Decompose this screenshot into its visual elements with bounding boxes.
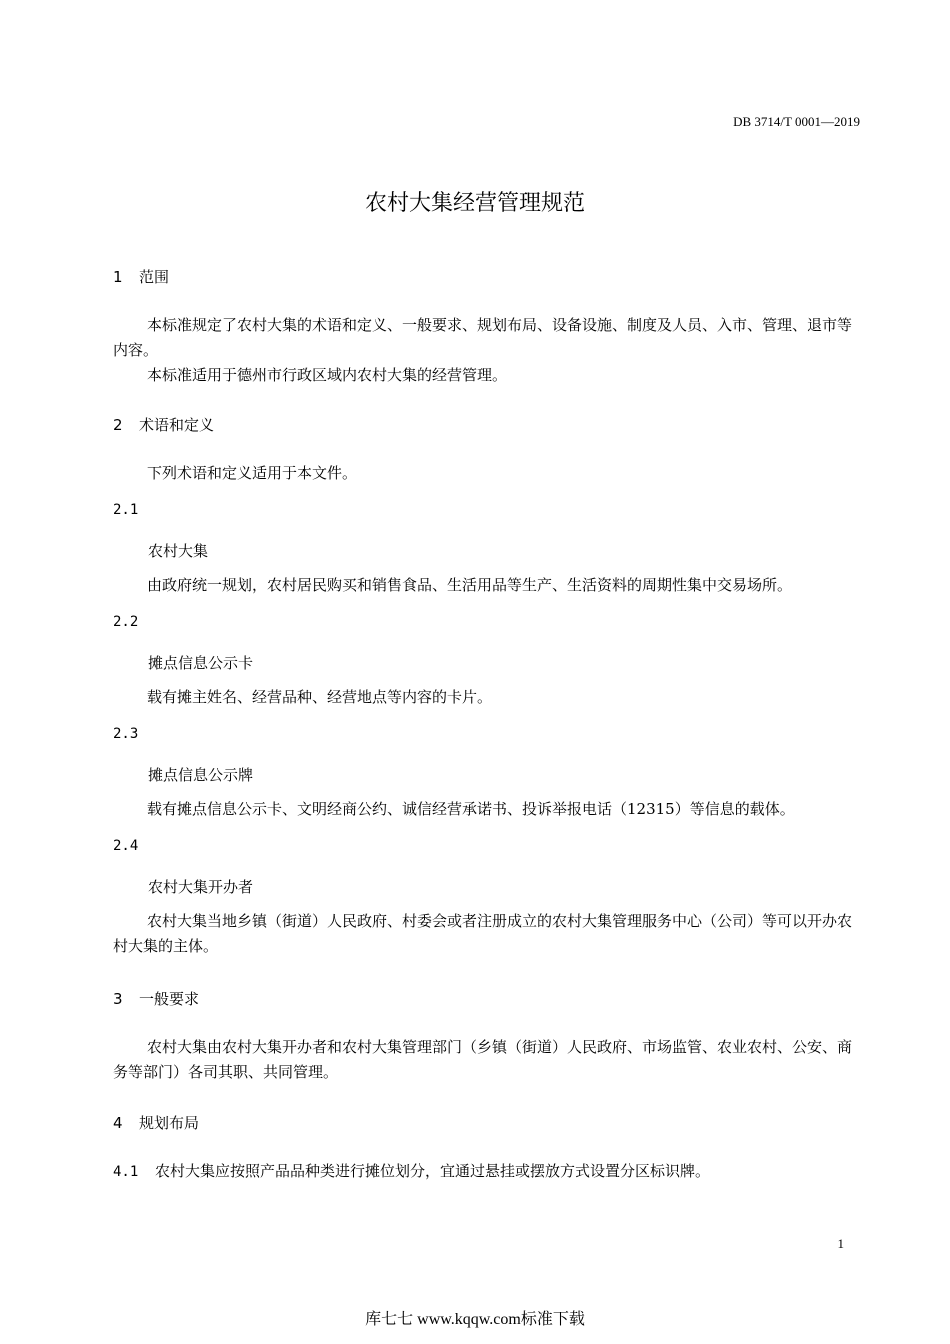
section-2-heading (113, 414, 214, 435)
term-definition: 载有摊点信息公示卡、文明经商公约、诚信经营承诺书、投诉举报电话（12315）等信息的载体。 (147, 800, 795, 818)
section-number: 3 (113, 990, 123, 1008)
section-2-intro: 下列术语和定义适用于本文件。 (147, 464, 358, 482)
term-title: 摊点信息公示卡 (148, 654, 254, 672)
clause-number: 4.1 (113, 1164, 139, 1180)
term-title: 农村大集开办者 (148, 878, 254, 896)
clause-number: 2.4 (113, 838, 139, 854)
section-number: 4 (113, 1114, 123, 1132)
section-3-heading (113, 988, 199, 1009)
term-title: 摊点信息公示牌 (148, 766, 254, 784)
document-title: 农村大集经营管理规范 (364, 191, 585, 216)
clause-number: 2.1 (113, 502, 139, 518)
section-title: 规划布局 (139, 1114, 200, 1132)
clause-number: 2.3 (113, 726, 139, 742)
standard-code: DB 3714/T 0001—2019 (733, 114, 860, 129)
section-title: 术语和定义 (139, 416, 215, 434)
section-3-paragraph-1: 农村大集由农村大集开办者和农村大集管理部门（乡镇（街道）人民政府、市场监管、农业农村、公安、商务等部门）各司其职、共同管理。 (113, 1038, 853, 1081)
section-1-heading (113, 266, 169, 287)
section-1-paragraph-2: 本标准适用于德州市行政区域内农村大集的经营管理。 (147, 366, 508, 384)
page-number: 1 (837, 1236, 844, 1251)
section-number: 2 (113, 416, 123, 434)
section-1-paragraph-1: 本标准规定了农村大集的术语和定义、一般要求、规划布局、设备设施、制度及人员、入市、管理、退市等内容。 (113, 316, 853, 359)
section-4-heading (113, 1112, 199, 1133)
term-definition: 由政府统一规划，农村居民购买和销售食品、生活用品等生产、生活资料的周期性集中交易场所。 (147, 576, 793, 594)
footer-watermark: 库七七 www.kqqw.com标准下载 (365, 1311, 585, 1328)
term-definition: 农村大集当地乡镇（街道）人民政府、村委会或者注册成立的农村大集管理服务中心（公司）等可以开办农村大集的主体。 (113, 912, 853, 955)
section-title: 范围 (139, 268, 170, 286)
section-number: 1 (113, 268, 123, 286)
clause-4-1 (113, 1160, 710, 1181)
section-title: 一般要求 (139, 990, 200, 1008)
clause-number: 2.2 (113, 614, 139, 630)
term-definition: 载有摊主姓名、经营品种、经营地点等内容的卡片。 (147, 688, 493, 706)
clause-text: 农村大集应按照产品品种类进行摊位划分，宜通过悬挂或摆放方式设置分区标识牌。 (155, 1162, 711, 1180)
term-title: 农村大集 (148, 542, 209, 560)
